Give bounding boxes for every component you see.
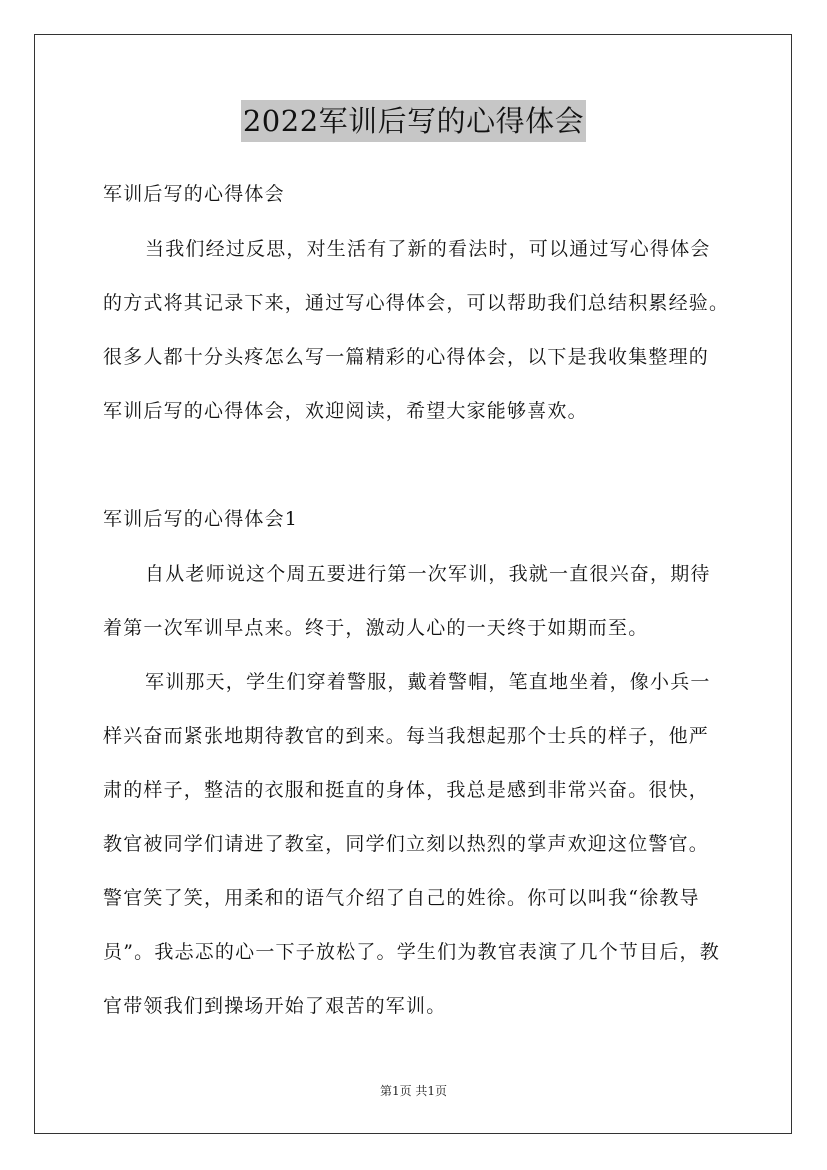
paragraph-line: 的方式将其记录下来，通过写心得体会，可以帮助我们总结积累经验。 xyxy=(103,292,730,314)
page-footer: 第1页 共1页 xyxy=(379,1084,448,1098)
section-heading-intro: 军训后写的心得体会 xyxy=(103,183,285,205)
paragraph-line: 军训后写的心得体会，欢迎阅读，希望大家能够喜欢。 xyxy=(103,400,588,422)
title-container xyxy=(0,100,827,142)
paragraph-line: 警官笑了笑，用柔和的语气介绍了自己的姓徐。你可以叫我“徐教导 xyxy=(103,887,700,909)
paragraph-line: 很多人都十分头疼怎么写一篇精彩的心得体会，以下是我收集整理的 xyxy=(103,346,710,368)
paragraph-line: 军训那天，学生们穿着警服，戴着警帽，笔直地坐着，像小兵一 xyxy=(145,671,711,693)
paragraph-line: 教官被同学们请进了教室，同学们立刻以热烈的掌声欢迎这位警官。 xyxy=(103,833,710,855)
section-heading-1: 军训后写的心得体会1 xyxy=(103,508,299,530)
paragraph-line: 自从老师说这个周五要进行第一次军训，我就一直很兴奋，期待 xyxy=(145,563,711,585)
paragraph-line: 当我们经过反思，对生活有了新的看法时，可以通过写心得体会 xyxy=(145,238,711,260)
paragraph-line: 肃的样子，整洁的衣服和挺直的身体，我总是感到非常兴奋。很快， xyxy=(103,779,710,801)
paragraph-line: 样兴奋而紧张地期待教官的到来。每当我想起那个士兵的样子，他严 xyxy=(103,725,710,747)
paragraph-line: 官带领我们到操场开始了艰苦的军训。 xyxy=(103,995,447,1017)
paragraph-line: 员”。我忐忑的心一下子放松了。学生们为教官表演了几个节目后，教 xyxy=(103,941,720,963)
paragraph-line: 着第一次军训早点来。终于，激动人心的一天终于如期而至。 xyxy=(103,617,649,639)
document-title: 2022军训后写的心得体会 xyxy=(241,100,586,142)
